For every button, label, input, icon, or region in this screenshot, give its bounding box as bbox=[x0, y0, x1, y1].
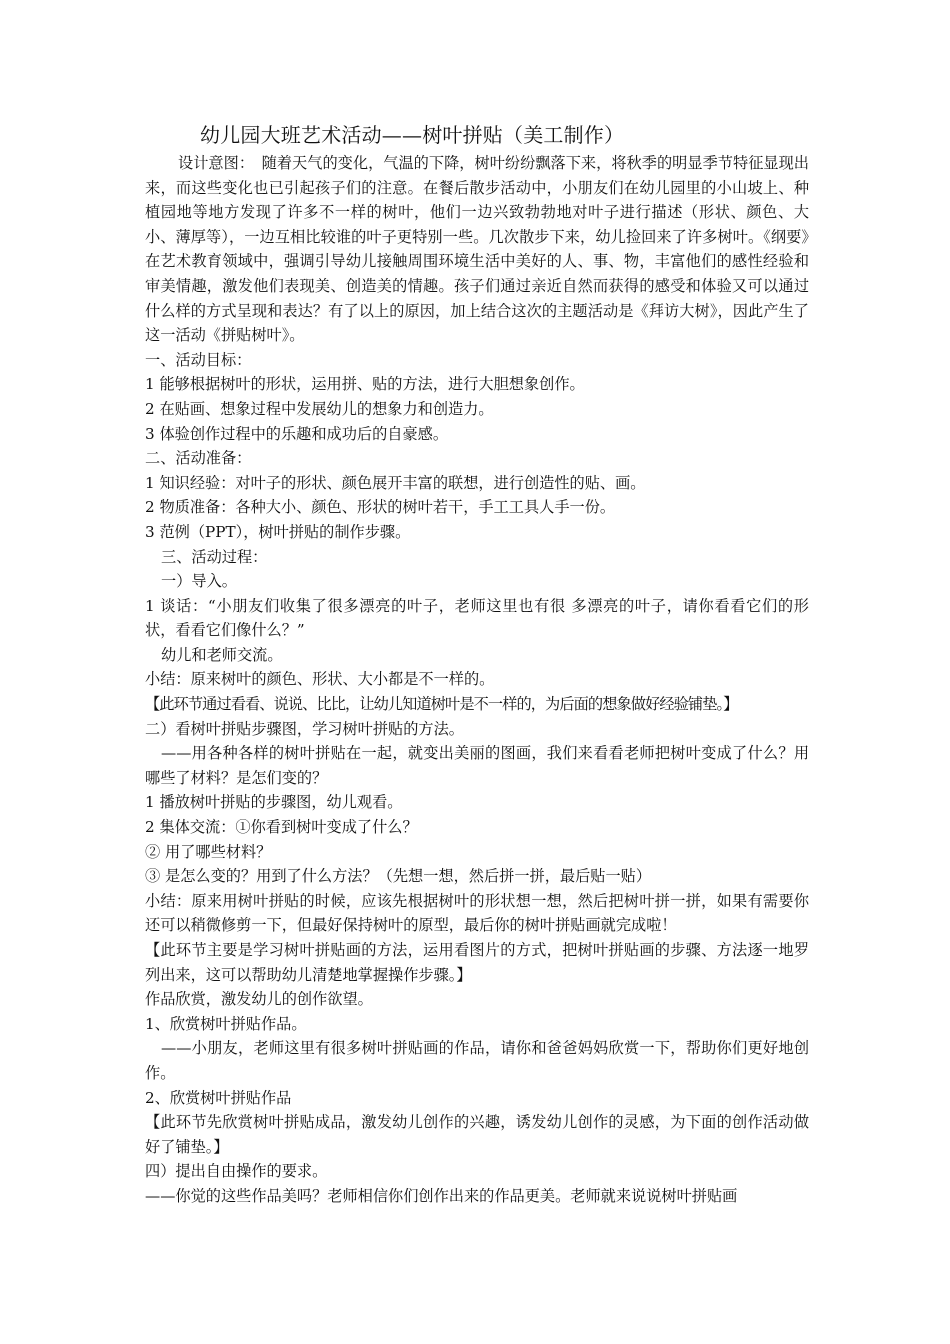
preparation-item: 1 知识经验：对叶子的形状、颜色展开丰富的联想，进行创造性的贴、画。 bbox=[145, 473, 646, 492]
step-heading: 作品欣赏，激发幼儿的创作欲望。 bbox=[145, 990, 373, 1009]
note-text: 【此环节通过看看、说说、比比，让幼儿知道树叶是不一样的，为后面的想象做好经验铺垫。】 bbox=[145, 695, 738, 714]
objective-item: 1 能够根据树叶的形状，运用拼、贴的方法，进行大胆想象创作。 bbox=[145, 375, 585, 394]
paragraph-text: 2 集体交流：①你看到树叶变成了什么？ bbox=[145, 818, 418, 837]
heading-process: 三、活动过程： bbox=[161, 547, 268, 566]
note-text: 【此环节主要是学习树叶拼贴画的方法，运用看图片的方式，把树叶拼贴画的步骤、方法逐一地罗列出来，这可以帮助幼儿清楚地掌握操作步骤。】 bbox=[145, 941, 809, 984]
document-body bbox=[145, 151, 809, 1209]
paragraph-text: ——用各种各样的树叶拼贴在一起，就变出美丽的图画，我们来看看老师把树叶变成了什么？用哪些了材料？是怎们变的？ bbox=[145, 744, 809, 787]
heading-objectives: 一、活动目标： bbox=[145, 350, 252, 369]
paragraph-text: 2、欣赏树叶拼贴作品 bbox=[145, 1088, 292, 1107]
step-heading: 二）看树叶拼贴步骤图，学习树叶拼贴的方法。 bbox=[145, 719, 464, 738]
summary-text: 小结：原来用树叶拼贴的时候，应该先根据树叶的形状想一想，然后把树叶拼一拼，如果有需要你还可以稍微修剪一下，但最好保持树叶的原型，最后你的树叶拼贴画就完成啦！ bbox=[145, 891, 809, 935]
paragraph-text: 1 谈话：“小朋友们收集了很多漂亮的叶子，老师这里也有很 多漂亮的叶子，请你看看它们的形状，看看它们像什么？” bbox=[145, 596, 809, 640]
paragraph-text: 幼儿和老师交流。 bbox=[161, 645, 283, 664]
paragraph-text: ③ 是怎么变的？用到了什么方法？（先想一想，然后拼一拼，最后贴一贴） bbox=[145, 867, 652, 886]
heading-preparation: 二、活动准备： bbox=[145, 449, 252, 468]
objective-item: 2 在贴画、想象过程中发展幼儿的想象力和创造力。 bbox=[145, 399, 494, 418]
paragraph-text: 1、欣赏树叶拼贴作品。 bbox=[145, 1014, 307, 1033]
paragraph-text: ——你觉的这些作品美吗？老师相信你们创作出来的作品更美。老师就来说说树叶拼贴画 bbox=[145, 1186, 738, 1205]
step-heading: 四）提出自由操作的要求。 bbox=[145, 1162, 328, 1181]
note-text: 【此环节先欣赏树叶拼贴成品，激发幼儿创作的兴趣，诱发幼儿创作的灵感，为下面的创作活动做好了铺垫。】 bbox=[145, 1113, 809, 1156]
preparation-item: 2 物质准备：各种大小、颜色、形状的树叶若干，手工工具人手一份。 bbox=[145, 498, 616, 517]
step-heading: 一）导入。 bbox=[161, 572, 237, 591]
paragraph-text: ② 用了哪些材料？ bbox=[145, 842, 272, 861]
paragraph-text: ——小朋友，老师这里有很多树叶拼贴画的作品，请你和爸爸妈妈欣赏一下，帮助你们更好地创作。 bbox=[145, 1039, 809, 1082]
paragraph-text: 1 播放树叶拼贴的步骤图，幼儿观看。 bbox=[145, 793, 403, 812]
paragraph-design-intent: 设计意图： 随着天气的变化，气温的下降，树叶纷纷飘落下来，将秋季的明显季节特征显现出来，而这些变化也已引起孩子们的注意。在餐后散步活动中，小朋友们在幼儿园里的小山坡上、种植园地等地方发现了许多不一样的树叶，他们一边兴致勃勃地对叶子进行描述（形状、颜色、大小、薄厚等），一边互相比较谁的叶子更特别一些。几次散步下来，幼儿捡回来了许多树叶。《纲要》在艺术教育领域中，强调引导幼儿接触周围环境生活中美好的人、事、物，丰富他们的感性经验和审美情趣，激发他们表现美、创造美的情趣。孩子们通过亲近自然而获得的感受和体验又可以通过什么样的方式呈现和表达？有了以上的原因，加上结合这次的主题活动是《拜访大树》，因此产生了这一活动《拼贴树叶》。 bbox=[145, 154, 809, 345]
preparation-item: 3 范例（PPT），树叶拼贴的制作步骤。 bbox=[145, 522, 411, 541]
objective-item: 3 体验创作过程中的乐趣和成功后的自豪感。 bbox=[145, 424, 449, 443]
document-title: 幼儿园大班艺术活动——树叶拼贴（美工制作） bbox=[200, 123, 625, 147]
summary-text: 小结：原来树叶的颜色、形状、大小都是不一样的。 bbox=[145, 670, 495, 689]
